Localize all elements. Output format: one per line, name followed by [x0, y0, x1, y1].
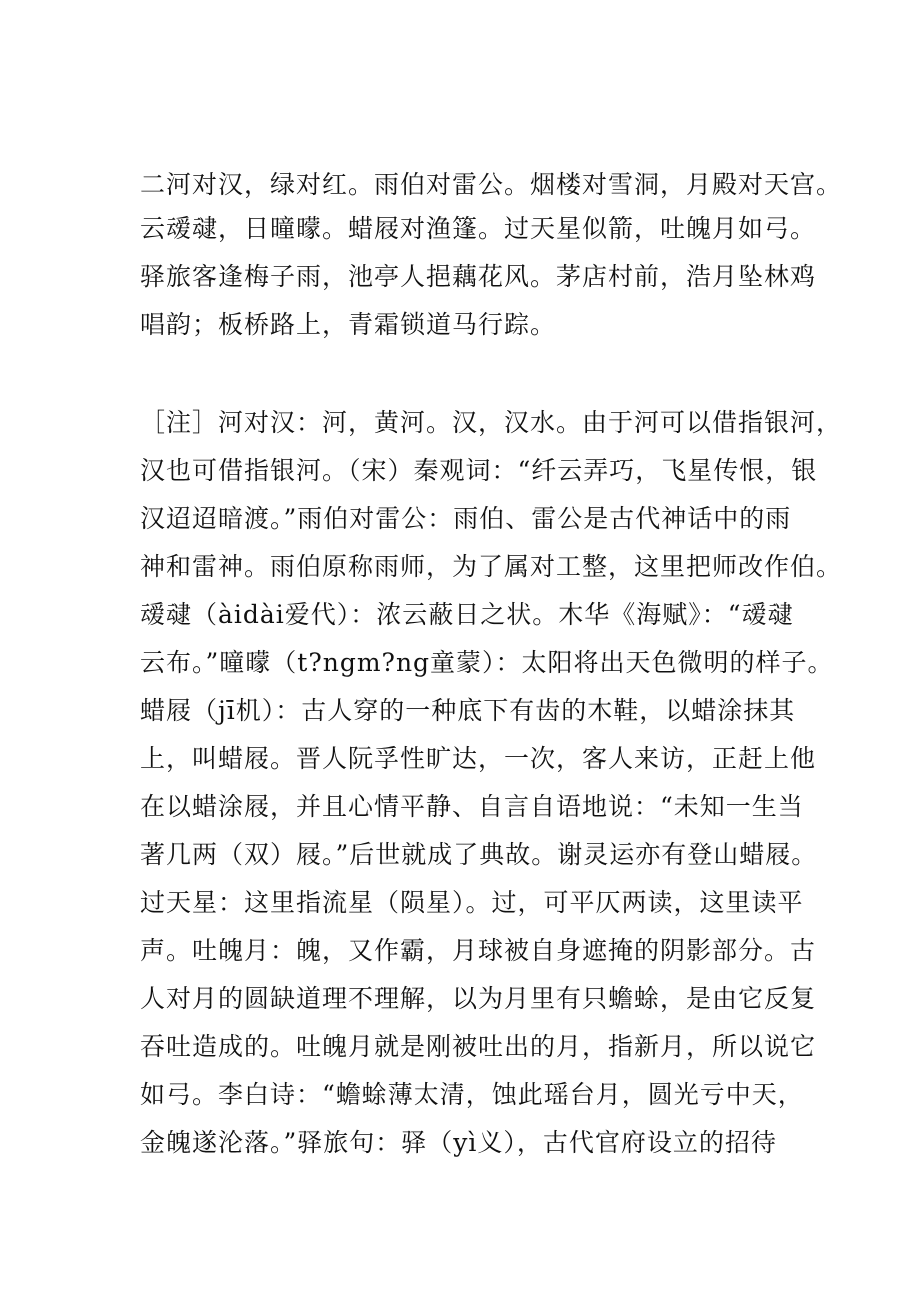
note-line-4: 神和雷神。雨伯原称雨师，为了属对工整，这里把师改作伯。 [140, 552, 843, 581]
note-line-3: 汉迢迢暗渡。”雨伯对雷公：雨伯、雷公是古代神话中的雨 [140, 504, 792, 533]
note-line-2: 汉也可借指银河。（宋）秦观词：“纤云弄巧，飞星传恨，银 [140, 456, 818, 485]
note-line-8: 上，叫蜡屐。晋人阮孚性旷达，一次，客人来访，正赶上他 [140, 744, 817, 773]
note-line-16: 金魄遂沦落。”驿旅句：驿（yì义），古代官府设立的招待 [140, 1128, 777, 1157]
verse-line-1: 二河对汉，绿对红。雨伯对雷公。烟楼对雪洞，月殿对天宫。 [140, 170, 843, 199]
note-line-14: 吞吐造成的。吐魄月就是刚被吐出的月，指新月，所以说它 [140, 1032, 817, 1061]
verse-line-4: 唱韵；板桥路上，青霜锁道马行踪。 [140, 310, 557, 339]
note-line-10: 著几两（双）屐。”后世就成了典故。谢灵运亦有登山蜡屐。 [140, 840, 818, 869]
note-line-15: 如弓。李白诗：“蟾蜍薄太清，蚀此瑶台月，圆光亏中天， [140, 1080, 804, 1109]
note-line-12: 声。吐魄月：魄，又作霸，月球被自身遮掩的阴影部分。古 [140, 936, 817, 965]
verse-line-2: 云叆叇，日曈曚。蜡屐对渔篷。过天星似箭，吐魄月如弓。 [140, 214, 817, 243]
note-line-6: 云布。”曈曚（t?ngm?ng童蒙）：太阳将出天色微明的样子。 [140, 648, 834, 677]
note-line-5: 叆叇（àidài爱代）：浓云蔽日之状。木华《海赋》：“叆叇 [140, 600, 794, 629]
note-line-9: 在以蜡涂屐，并且心情平静、自言自语地说：“未知一生当 [140, 792, 804, 821]
note-line-11: 过天星：这里指流星（陨星）。过，可平仄两读，这里读平 [140, 888, 804, 917]
note-line-13: 人对月的圆缺道理不理解，以为月里有只蟾蜍，是由它反复 [140, 984, 817, 1013]
note-line-7: 蜡屐（jī机）：古人穿的一种底下有齿的木鞋，以蜡涂抹其 [140, 696, 796, 725]
verse-line-3: 驿旅客逢梅子雨，池亭人挹藕花风。茅店村前，浩月坠林鸡 [140, 262, 817, 291]
note-line-1: ［注］河对汉：河，黄河。汉，汉水。由于河可以借指银河， [140, 408, 843, 437]
